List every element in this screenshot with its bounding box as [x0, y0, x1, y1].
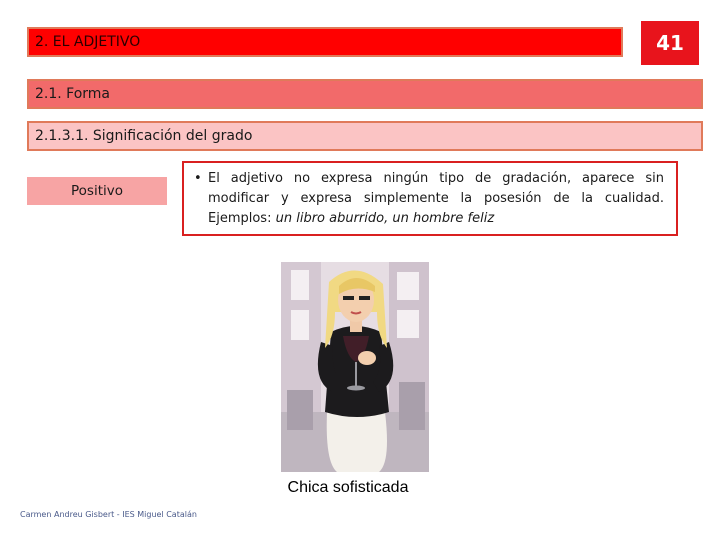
- slide-number-badge: [641, 21, 699, 65]
- definition-paragraph: [208, 169, 664, 229]
- examples-text: un libro aburrido, un hombre feliz: [275, 211, 495, 226]
- definition-box: [182, 161, 678, 236]
- subsection-title: 2.1.3.1. Significación del grado: [35, 128, 253, 144]
- definition-text: El adjetivo no expresa ningún tipo de gradación, aparece sin modificar y expresa simplemente la posesión de la cualidad.: [208, 171, 664, 206]
- term-label-box: [27, 177, 167, 205]
- examples-label: Ejemplos:: [208, 211, 272, 226]
- sophisticated-girl-illustration: [281, 262, 429, 472]
- slide-title: 2. EL ADJETIVO: [35, 34, 141, 50]
- footer-author: Carmen Andreu Gisbert - IES Miguel Catalán: [20, 510, 197, 519]
- subsection-title-bar: [27, 121, 703, 151]
- slide-number: 41: [656, 31, 684, 55]
- slide-title-bar: [27, 27, 623, 57]
- section-title-bar: [27, 79, 703, 109]
- bullet-icon: •: [194, 171, 202, 186]
- term-label: Positivo: [71, 183, 123, 199]
- image-caption: Chica sofisticada: [287, 479, 409, 496]
- section-title: 2.1. Forma: [35, 86, 111, 102]
